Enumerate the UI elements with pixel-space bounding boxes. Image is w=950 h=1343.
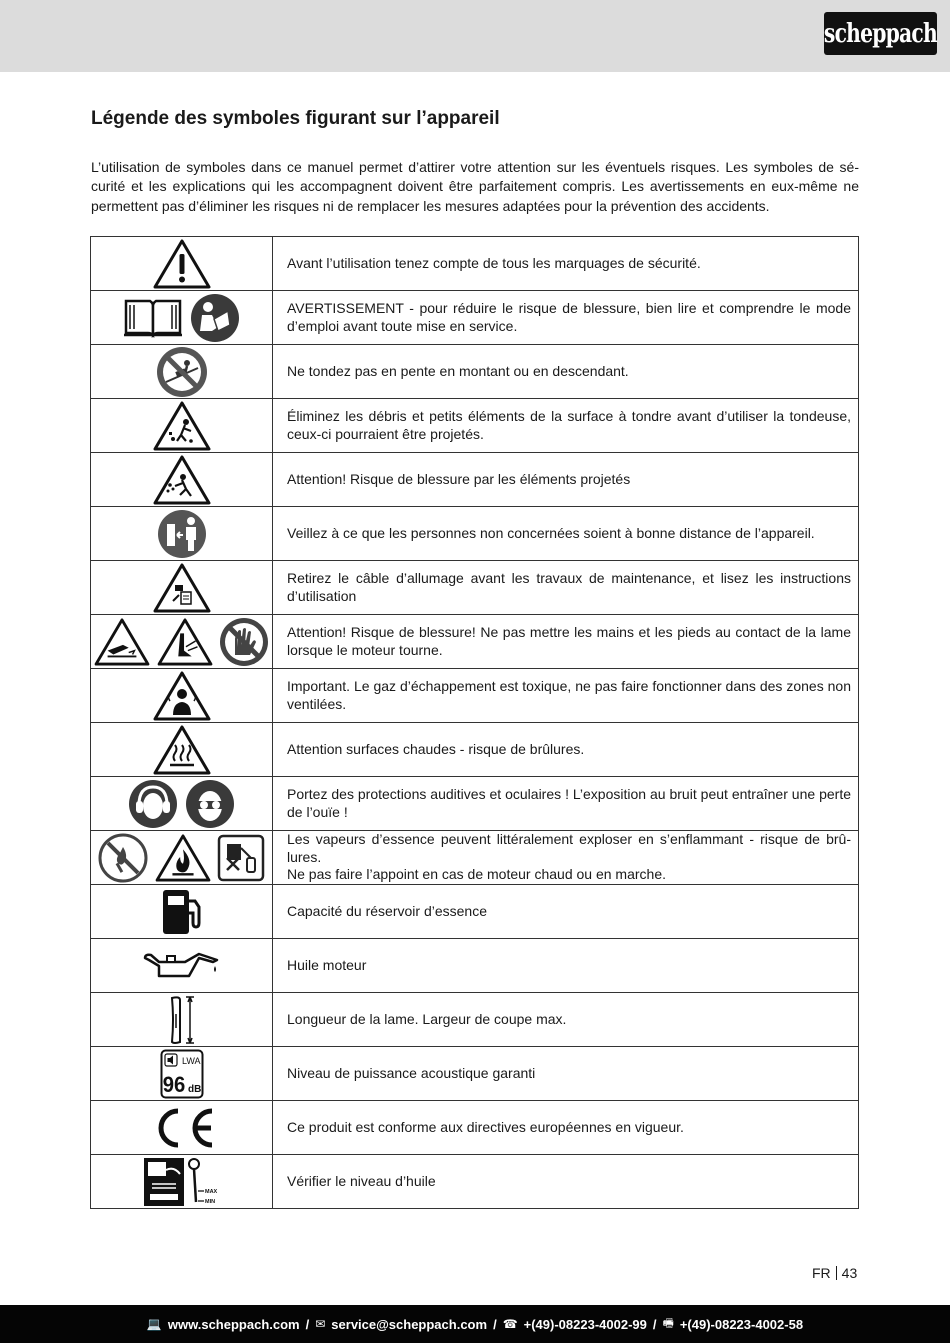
symbol-cell [91,885,273,939]
dipstick-min-label: MIN [204,1198,215,1205]
table-row [91,345,859,399]
footer-separator: / [652,1316,657,1332]
symbol-cell [91,561,273,615]
fuel-pump-icon [159,887,205,937]
symbol-cell [91,669,273,723]
no-refuel-icon [217,834,265,882]
read-manual-icon [190,293,240,343]
symbol-cell [91,237,273,291]
description-cell: Attention surfaces chaudes - risque de brûlures. [273,723,859,777]
remove-debris-warning-icon [153,401,211,451]
symbol-cell [91,1155,273,1209]
intro-paragraph: L’utilisation de symboles dans ce manuel permet d’attirer votre attention sur les éventuels risques. Les symboles de sécurité et les explications qui les accompagnent doivent être parfaitement compris. Les avertissements en eux-même ne permettent pas d’éliminer les risques ni de remplacer les mesures adaptées pour la prévention des accidents. [91,159,859,214]
symbol-cell [91,345,273,399]
table-row [91,615,859,669]
page-divider [836,1266,837,1280]
footer-website-link[interactable]: www.scheppach.com [167,1316,300,1332]
page-number [812,1265,857,1281]
oil-can-icon [143,948,221,984]
warning-triangle-icon [153,239,211,289]
description-cell: Vérifier le niveau d’huile [273,1155,859,1209]
footer-separator: / [305,1316,310,1332]
symbol-cell [91,1101,273,1155]
symbol-cell [91,723,273,777]
brand-logo-text: scheppach [824,18,938,49]
table-row [91,723,859,777]
table-row [91,993,859,1047]
table-row [91,939,859,993]
computer-icon: 💻 [146,1317,162,1331]
symbol-cell [91,831,273,885]
table-row [91,885,859,939]
fax-icon: 🖷 [662,1315,674,1330]
symbol-cell [91,291,273,345]
thrown-objects-warning-icon [153,455,211,505]
ear-protection-icon [128,779,178,829]
symbol-cell [91,399,273,453]
table-row [91,1047,859,1101]
description-cell: Portez des protections auditives et oculaires ! L’exposition au bruit peut entraîner une perte de l’ouïe ! [273,777,859,831]
symbol-cell [91,453,273,507]
dipstick-max-label: MAX [204,1188,217,1195]
sound-power-label: LWA [181,1055,201,1066]
description-cell: AVERTISSEMENT - pour réduire le risque de blessure, bien lire et comprendre le mode d’emploi avant toute mise en service. [273,291,859,345]
table-row [91,1155,859,1209]
description-cell: Avant l’utilisation tenez compte de tous les marquages de sécurité. [273,237,859,291]
keep-distance-icon [157,509,207,559]
symbol-cell [91,993,273,1047]
footer-fax: +(49)-08223-4002-58 [679,1316,804,1332]
table-row [91,237,859,291]
footer-bar [0,1305,950,1343]
header-band [0,0,950,72]
description-cell: Huile moteur [273,939,859,993]
no-hands-icon [219,617,269,667]
description-cell: Attention! Risque de blessure par les éléments projetés [273,453,859,507]
page-number-value: 43 [841,1265,858,1281]
footer-email-link[interactable]: service@scheppach.com [331,1316,488,1332]
foot-blade-warning-icon [157,618,213,666]
phone-icon: ☎ [502,1317,518,1331]
description-cell: Ne tondez pas en pente en montant ou en descendant. [273,345,859,399]
table-row [91,1101,859,1155]
description-cell: Ce produit est conforme aux directives européennes en vigueur. [273,1101,859,1155]
symbol-cell [91,939,273,993]
page-title: Légende des symboles figurant sur l’appareil [91,108,500,129]
description-cell: Niveau de puissance acoustique garanti [273,1047,859,1101]
sound-power-icon [160,1049,204,1099]
page-language: FR [812,1265,831,1281]
table-row [91,399,859,453]
symbol-cell [91,615,273,669]
description-cell: Les vapeurs d’essence peuvent littéralement exploser en s’enflammant - risque de brûlures. Ne pas faire l’appoint en cas de moteur chaud ou en marche. [273,831,859,885]
hot-surface-warning-icon [153,725,211,775]
table-row [91,453,859,507]
spark-plug-maintenance-icon [153,563,211,613]
eye-protection-icon [185,779,235,829]
blade-length-icon [162,994,202,1046]
description-cell: Longueur de la lame. Largeur de coupe max. [273,993,859,1047]
symbol-cell [91,1047,273,1101]
brand-logo [824,12,937,55]
sound-power-value: 96 [162,1072,185,1097]
description-cell: Important. Le gaz d’échappement est toxique, ne pas faire fonctionner dans des zones non ventilées. [273,669,859,723]
ce-mark-icon [149,1105,215,1151]
table-row [91,831,859,885]
footer-phone: +(49)-08223-4002-99 [523,1316,647,1332]
footer-separator: / [493,1316,497,1332]
sound-power-unit: dB [187,1083,201,1095]
toxic-gas-warning-icon [153,671,211,721]
flammable-warning-icon [155,834,211,882]
symbol-cell [91,777,273,831]
description-cell: Veillez à ce que les personnes non concernées soient à bonne distance de l’appareil. [273,507,859,561]
open-book-icon [123,297,183,339]
oil-level-check-icon [142,1156,222,1208]
description-cell: Capacité du réservoir d’essence [273,885,859,939]
description-cell: Attention! Risque de blessure! Ne pas mettre les mains et les pieds au contact de la lame lorsque le moteur tourne. [273,615,859,669]
table-row [91,291,859,345]
symbol-legend-table [90,236,859,1209]
email-icon: ✉ [315,1317,326,1331]
description-cell: Retirez le câble d’allumage avant les travaux de maintenance, et lisez les instructions d’utilisation [273,561,859,615]
no-slope-mowing-icon [156,346,208,398]
description-cell: Éliminez les débris et petits éléments de la surface à tondre avant d’utiliser la tondeuse, ceux-ci pourraient être projetés. [273,399,859,453]
symbol-cell [91,507,273,561]
table-row [91,777,859,831]
table-row [91,669,859,723]
hand-blade-warning-icon [94,618,150,666]
table-row [91,561,859,615]
table-row [91,507,859,561]
no-fire-icon [98,833,148,883]
